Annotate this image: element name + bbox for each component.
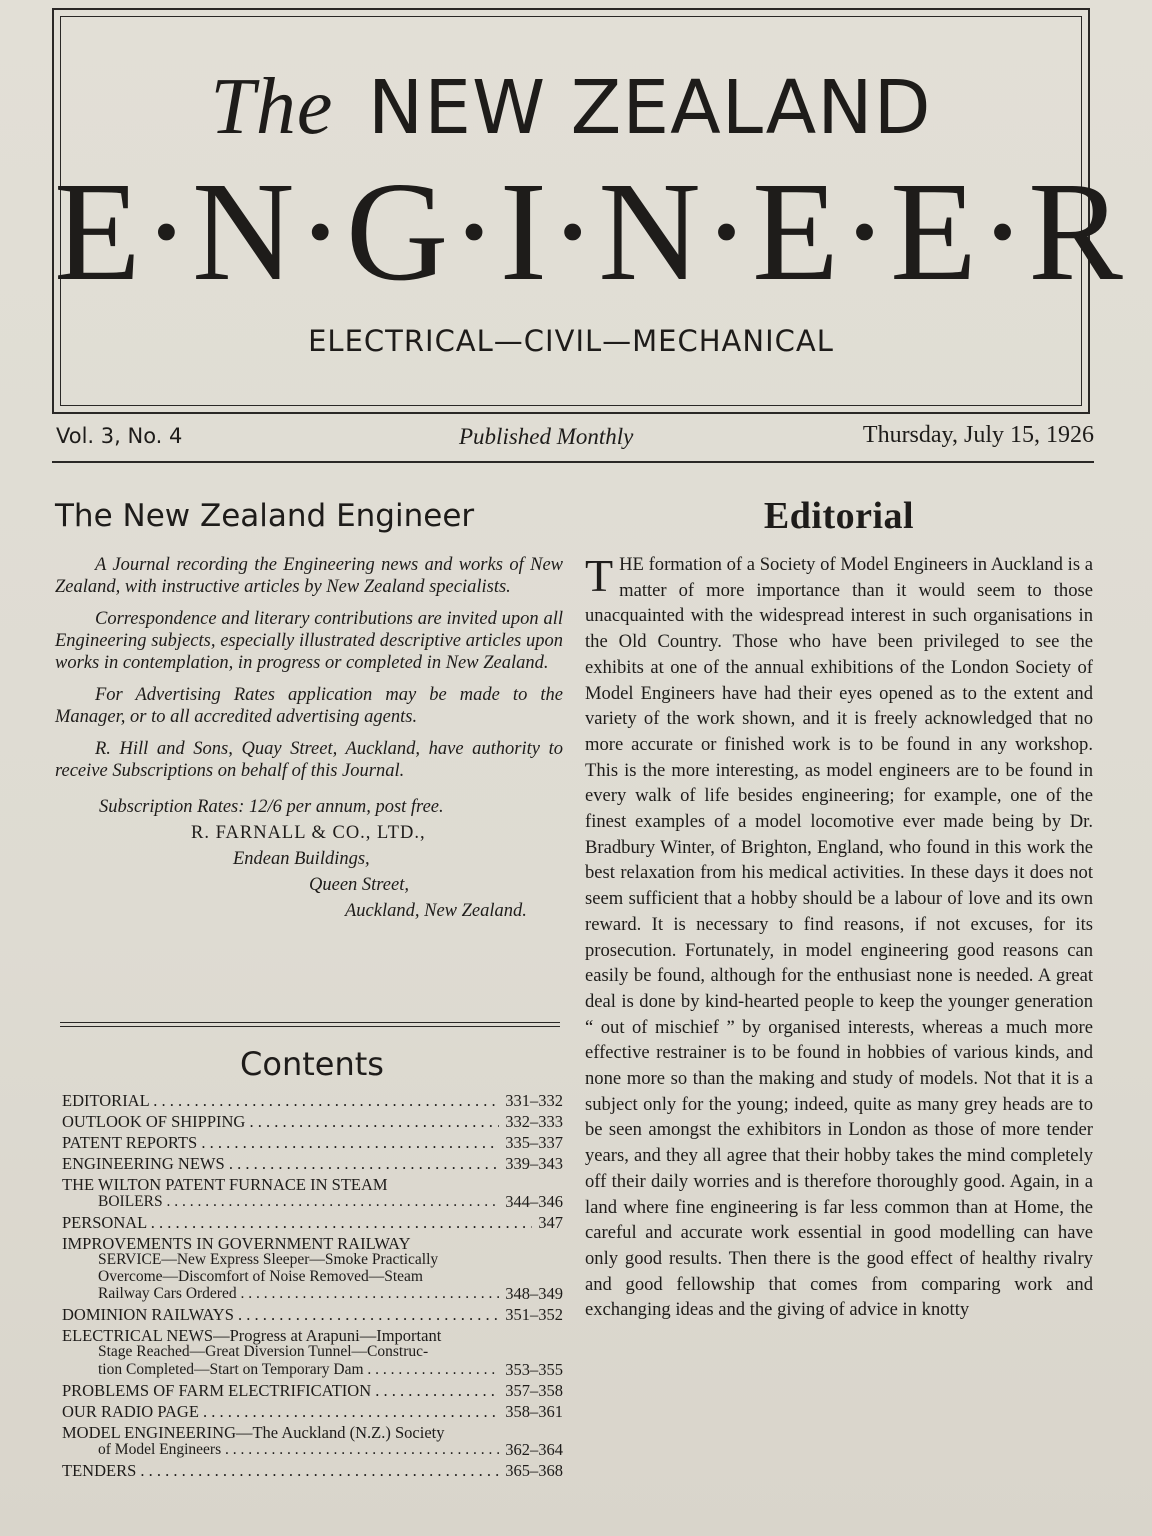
toc-entry — [62, 1176, 563, 1210]
toc-title: PROBLEMS OF FARM ELECTRIFICATION . . . — [62, 1382, 499, 1399]
toc-title: ENGINEERING NEWS . . . — [62, 1155, 499, 1172]
toc-last-line — [62, 1441, 563, 1458]
journal-info-column — [55, 498, 563, 924]
toc-entry — [62, 1214, 563, 1231]
issue-info — [52, 422, 1094, 456]
address-line: Auckland, New Zealand. — [345, 901, 527, 921]
toc-last-line — [62, 1285, 563, 1302]
toc-pages: 344–346 — [505, 1192, 563, 1211]
table-of-contents — [62, 1092, 563, 1483]
toc-entry — [62, 1306, 563, 1323]
toc-subtitle: of Model Engineers . . . — [98, 1441, 499, 1458]
toc-pages: 339–343 — [505, 1154, 563, 1173]
volume-number: Vol. 3, No. 4 — [56, 424, 183, 448]
toc-entry — [62, 1235, 563, 1302]
toc-last-line — [62, 1361, 563, 1378]
toc-pages: 331–332 — [505, 1091, 563, 1110]
toc-entry — [62, 1134, 563, 1151]
toc-entry — [62, 1327, 563, 1378]
toc-pages: 348–349 — [505, 1284, 563, 1303]
intro-paragraph: R. Hill and Sons, Quay Street, Auckland, have authority to receive Subscriptions on behalf of this Journal. — [55, 739, 563, 781]
toc-title: PERSONAL . . . — [62, 1214, 532, 1231]
publication-frequency: Published Monthly — [459, 424, 634, 449]
toc-title: OUTLOOK OF SHIPPING . . . — [62, 1113, 499, 1130]
intro-paragraph: For Advertising Rates application may be made to the Manager, or to all accredited advertising agents. — [55, 685, 563, 727]
toc-pages: 351–352 — [505, 1305, 563, 1324]
toc-title: PATENT REPORTS . . . — [62, 1134, 499, 1151]
subscription-rates: Subscription Rates: 12/6 per annum, post free. — [99, 797, 444, 817]
toc-pages: 335–337 — [505, 1133, 563, 1152]
toc-title: TENDERS . . . — [62, 1462, 499, 1479]
intro-paragraph: A Journal recording the Engineering news and works of New Zealand, with instructive articles by New Zealand specialists. — [55, 555, 563, 597]
toc-title: IMPROVEMENTS IN GOVERNMENT RAILWAY — [62, 1234, 411, 1253]
publisher-name: R. FARNALL & CO., LTD., — [191, 823, 426, 843]
masthead-engineer: E·N·G·I·N·E·E·R — [54, 152, 1125, 310]
toc-title: ELECTRICAL NEWS—Progress at Arapuni—Important — [62, 1326, 442, 1345]
editorial-heading: Editorial — [763, 495, 915, 537]
toc-pages: 358–361 — [505, 1401, 563, 1421]
editorial-column — [585, 494, 1093, 1323]
editorial-body — [585, 552, 1093, 1323]
toc-subtitle: Overcome—Discomfort of Noise Removed—Steam — [98, 1267, 423, 1285]
toc-entry — [62, 1113, 563, 1130]
toc-title: MODEL ENGINEERING—The Auckland (N.Z.) Society — [62, 1422, 445, 1442]
toc-pages: 353–355 — [505, 1359, 563, 1379]
toc-subtitle: Railway Cars Ordered . . . — [98, 1285, 499, 1302]
issue-date: Thursday, July 15, 1926 — [862, 422, 1094, 448]
toc-pages: 362–364 — [505, 1439, 563, 1459]
drop-cap: T — [585, 550, 614, 601]
editorial-text: HE formation of a Society of Model Engineers in Auckland is a matter of more importance than it would seem to those unacquainted with the widespread interest in such organisations in the Old Country. Those who have been privileged to see the exhibits at one of the annual exhibitions of the London Society of Model Engineers have had their eyes opened as to the extent and variety of the work shown, and it is freely acknowledged that no more accurate or finished work is to be found in any workshop. This is the more interesting, as model engineers are to be found in every walk of life besides engineering; for example, one of the finest examples of a model locomotive ever made being by Dr. Bradbury Winter, of Brighton, England, who found in this work the best relaxation from his medical activities. In these days it does not seem sufficient that a hobby should be a labour of love and its own reward. It is necessary to find reasons, if not excuses, for its prosecution. Fortunately, in model engineering good reasons can easily be found, although for the enthusiast none is needed. A great deal is done by kind-hearted people to keep the younger generation “ out of mischief ” by organised interests, whereas a much more effective restrainer is to be found in hobbies of various kinds, and none more so than the making and study of models. Not that it is a subject only for the young; indeed, quite as many grey heads are to be seen amongst the exhibitors in London as those of more tender years, and they all agree that their hobby takes the mind completely off their daily worries and is therefore thoroughly good. Again, in a land where fine engineering is far less common than at Home, the careful and accurate work essential in good modelling can have only good results. Then there is the good effect of healthy rivalry and good fellowship that comes from comparing work and exchanging ideas and the giving of advice in knotty — [585, 554, 1093, 1321]
toc-pages: 347 — [538, 1213, 563, 1232]
toc-entry — [62, 1155, 563, 1172]
masthead-subtitle: ELECTRICAL—CIVIL—MECHANICAL — [308, 324, 834, 358]
toc-title: THE WILTON PATENT FURNACE IN STEAM — [62, 1175, 388, 1194]
masthead-title — [54, 62, 1088, 153]
toc-pages: 357–358 — [505, 1380, 563, 1400]
toc-title: OUR RADIO PAGE . . . — [62, 1403, 499, 1420]
toc-entry — [62, 1462, 563, 1479]
address-line: Endean Buildings, — [233, 849, 370, 869]
toc-title: DOMINION RAILWAYS . . . — [62, 1306, 499, 1323]
intro-paragraph: Correspondence and literary contributions are invited upon all Engineering subjects, especially illustrated descriptive articles upon works in contemplation, in progress or completed in New Zealand. — [55, 609, 563, 673]
toc-subtitle: BOILERS . . . — [98, 1193, 499, 1210]
contents-heading: Contents — [240, 1045, 384, 1083]
toc-entry — [62, 1424, 563, 1458]
header-rule — [52, 461, 1094, 463]
toc-pages: 365–368 — [505, 1460, 563, 1480]
toc-last-line — [62, 1193, 563, 1210]
toc-subtitle: SERVICE—New Express Sleeper—Smoke Practically — [98, 1251, 439, 1268]
journal-intro — [55, 554, 563, 782]
masthead-new-zealand: NEW ZEALAND — [367, 65, 932, 151]
masthead-the: The — [210, 63, 334, 151]
toc-entry — [62, 1092, 563, 1109]
toc-entry — [62, 1403, 563, 1420]
subscription-block — [55, 794, 563, 924]
contents-divider — [60, 1022, 560, 1030]
toc-entry — [62, 1382, 563, 1399]
journal-heading: The New Zealand Engineer — [55, 498, 475, 534]
address-line: Queen Street, — [309, 875, 409, 895]
toc-subtitle: tion Completed—Start on Temporary Dam . . . — [98, 1361, 499, 1378]
toc-pages: 332–333 — [505, 1112, 563, 1131]
toc-title: EDITORIAL . . . — [62, 1092, 499, 1109]
masthead — [52, 8, 1125, 414]
toc-subtitle: Stage Reached—Great Diversion Tunnel—Construc- — [98, 1343, 429, 1360]
